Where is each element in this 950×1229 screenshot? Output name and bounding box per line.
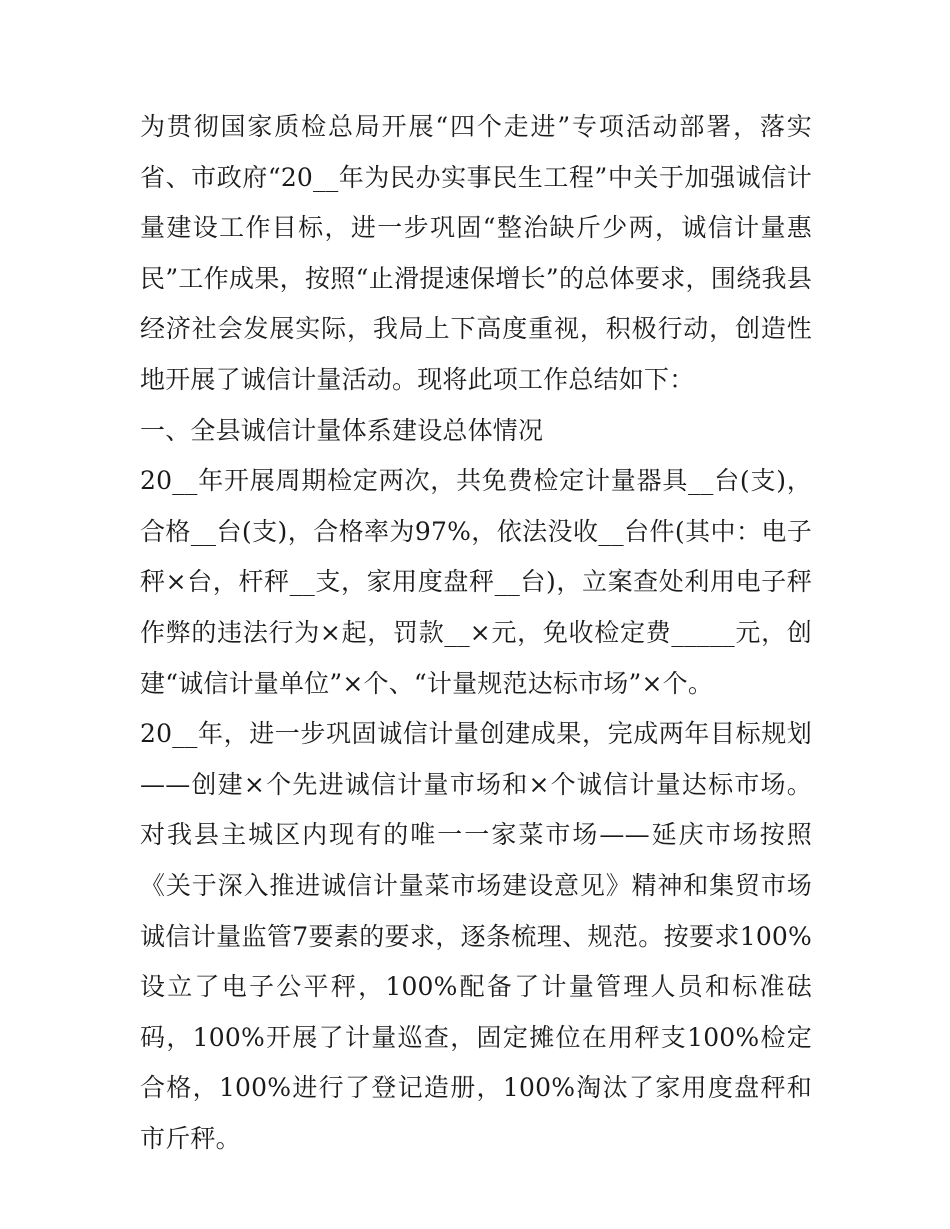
- intro-paragraph: 为贯彻国家质检总局开展“四个走进”专项活动部署，落实省、市政府“20__年为民办实事民生工程”中关于加强诚信计量建设工作目标，进一步巩固“整治缺斤少两，诚信计量惠民”工作成果，按照“止滑提速保增长”的总体要求，围绕我县经济社会发展实际，我局上下高度重视，积极行动，创造性地开展了诚信计量活动。现将此项工作总结如下：: [140, 112, 812, 394]
- section-heading: 一、全县诚信计量体系建设总体情况: [140, 415, 544, 445]
- document-body: [140, 102, 812, 1164]
- stats-paragraph: 20__年开展周期检定两次，共免费检定计量器具__台(支)，合格__台(支)，合格率为97%，依法没收__台件(其中：电子秤×台，杆秤__支，家用度盘秤__台)，立案查处利用电子秤作弊的违法行为×起，罚款__×元，免收检定费_____元，创建“诚信计量单位”×个、“计量规范达标市场”×个。: [140, 466, 812, 698]
- progress-paragraph: 20__年，进一步巩固诚信计量创建成果，完成两年目标规划——创建×个先进诚信计量市场和×个诚信计量达标市场。对我县主城区内现有的唯一一家菜市场——延庆市场按照《关于深入推进诚信计量菜市场建设意见》精神和集贸市场诚信计量监管7要素的要求，逐条梳理、规范。按要求100%设立了电子公平秤，100%配备了计量管理人员和标准砝码，100%开展了计量巡查，固定摊位在用秤支100%检定合格，100%进行了登记造册，100%淘汰了家用度盘秤和市斤秤。: [140, 719, 812, 1153]
